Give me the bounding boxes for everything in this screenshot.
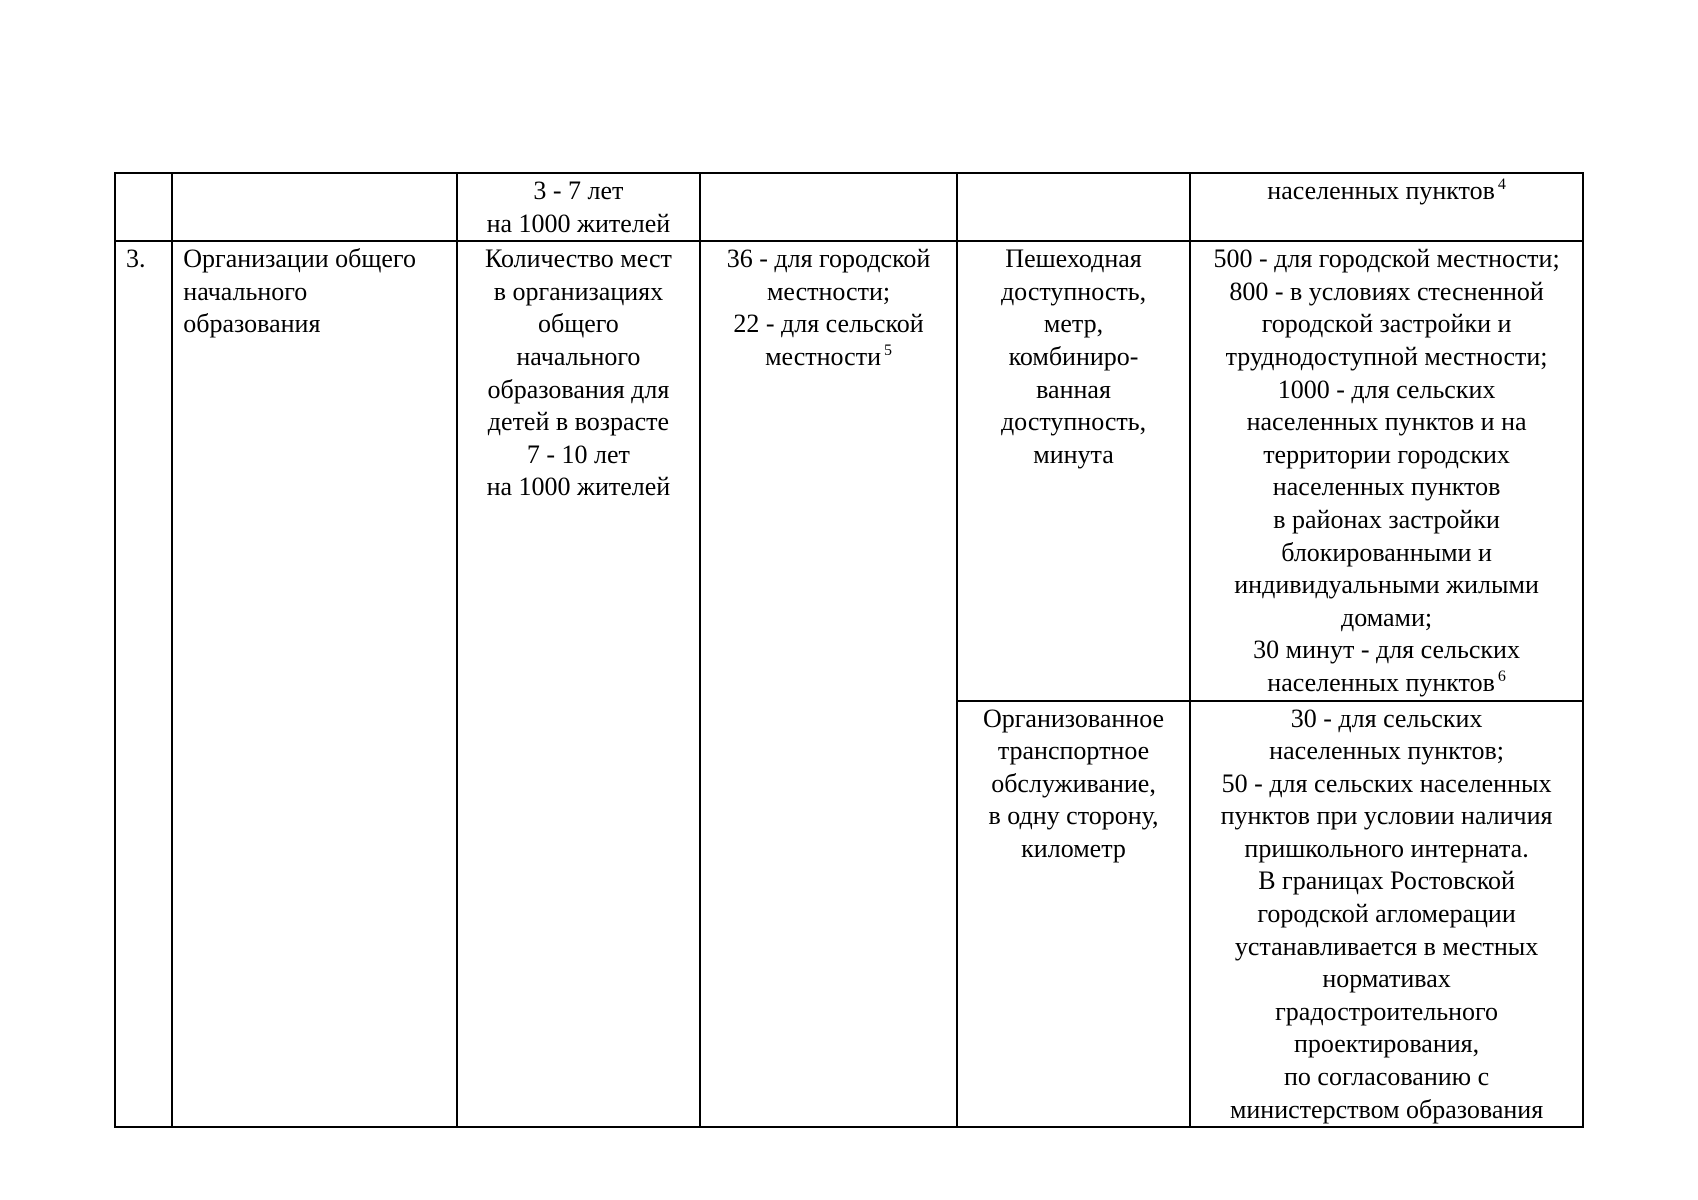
text-line: доступность, — [1000, 407, 1147, 437]
text-line: начального — [183, 276, 308, 306]
text-line: начального — [516, 341, 641, 371]
footnote-marker: 4 — [1497, 176, 1506, 193]
text-line — [1195, 175, 1578, 208]
text-line: 36 - для городской — [726, 244, 931, 274]
text-line: Организации общего — [183, 244, 416, 274]
cell-value-empty — [700, 173, 957, 241]
text-line — [1195, 667, 1578, 700]
text-line: 3 - 7 лет — [533, 176, 624, 205]
text-line: пунктов при условии наличия — [1220, 801, 1553, 831]
table-row-3 — [115, 241, 1583, 700]
text-line: минута — [1033, 439, 1114, 469]
value-text: местности — [765, 341, 881, 371]
cell-accessibility-walking — [957, 241, 1190, 700]
limit-text: населенных пунктов — [1267, 667, 1495, 697]
text-line: на 1000 жителей — [486, 472, 671, 502]
text-line: местности; — [766, 276, 891, 306]
text-line: 30 - для сельских — [1290, 703, 1483, 733]
text-line: образования — [183, 309, 321, 339]
text-line: населенных пунктов и на — [1246, 407, 1527, 437]
text-line: пришкольного интерната. — [1244, 833, 1529, 863]
text-line: образования для — [487, 374, 670, 404]
text-line: общего — [538, 309, 619, 339]
text-line: В границах Ростовской — [1258, 866, 1515, 896]
text-line: Количество мест — [484, 244, 672, 274]
cell-limit-walking — [1190, 241, 1583, 700]
text-line: транспортное — [997, 736, 1150, 766]
text-line: в районах застройки — [1273, 504, 1500, 534]
text-line: труднодоступной местности; — [1225, 341, 1548, 371]
footnote-marker: 6 — [1497, 667, 1506, 685]
text-line: Организованное — [982, 703, 1165, 733]
limit-text: населенных пунктов — [1267, 176, 1495, 205]
text-line: 50 - для сельских населенных — [1221, 768, 1552, 798]
text-line: метр, — [1043, 309, 1104, 339]
text-line: 22 - для сельской — [733, 309, 924, 339]
text-line: километр — [1021, 833, 1126, 863]
text-line: территории городских — [1263, 439, 1510, 469]
text-line: 800 - в условиях стесненной — [1229, 276, 1544, 306]
text-line: комбиниро- — [1008, 341, 1139, 371]
text-line: в одну сторону, — [988, 801, 1159, 831]
text-line: устанавливается в местных — [1234, 931, 1539, 961]
norms-table — [114, 172, 1584, 1128]
text-line: обслуживание, — [991, 768, 1156, 798]
text-line: индивидуальными жилыми — [1234, 570, 1539, 600]
cell-limit-transport — [1190, 701, 1583, 1128]
text-line: 500 - для городской местности; — [1213, 244, 1560, 274]
text-line — [705, 341, 952, 374]
text-line: доступность, — [1000, 276, 1147, 306]
text-line: блокированными и — [1281, 537, 1492, 567]
cell-number-empty — [115, 173, 172, 241]
cell-name-empty — [172, 173, 456, 241]
cell-facility-name — [172, 241, 456, 1127]
text-line: в организациях — [493, 276, 664, 306]
cell-indicator — [457, 241, 700, 1127]
text-line: городской агломерации — [1257, 899, 1516, 929]
text-line: детей в возрасте — [487, 407, 670, 437]
cell-accessibility-transport — [957, 701, 1190, 1128]
text-line: Пешеходная — [1005, 244, 1142, 274]
text-line: 30 минут - для сельских — [1253, 635, 1520, 665]
cell-value — [700, 241, 957, 1127]
text-line: министерством образования — [1229, 1094, 1544, 1124]
table-row-continuation — [115, 173, 1583, 241]
footnote-marker: 5 — [883, 341, 892, 359]
text-line: домами; — [1341, 602, 1433, 632]
text-line: 1000 - для сельских — [1277, 374, 1496, 404]
cell-indicator-continuation — [457, 173, 700, 241]
cell-number: 3. — [115, 241, 172, 1127]
text-line: по согласованию с — [1284, 1062, 1490, 1092]
text-line: нормативах — [1322, 964, 1451, 994]
text-line: ванная — [1036, 374, 1111, 404]
text-line: на 1000 жителей — [486, 208, 671, 238]
text-line: 7 - 10 лет — [526, 439, 630, 469]
text-line: градостроительного — [1275, 996, 1499, 1026]
text-line: населенных пунктов; — [1269, 736, 1504, 766]
text-line: городской застройки и — [1261, 309, 1512, 339]
text-line: населенных пунктов — [1272, 472, 1501, 502]
cell-limit-continuation — [1190, 173, 1583, 241]
cell-accessibility-empty — [957, 173, 1190, 241]
text-line: проектирования, — [1294, 1029, 1480, 1059]
